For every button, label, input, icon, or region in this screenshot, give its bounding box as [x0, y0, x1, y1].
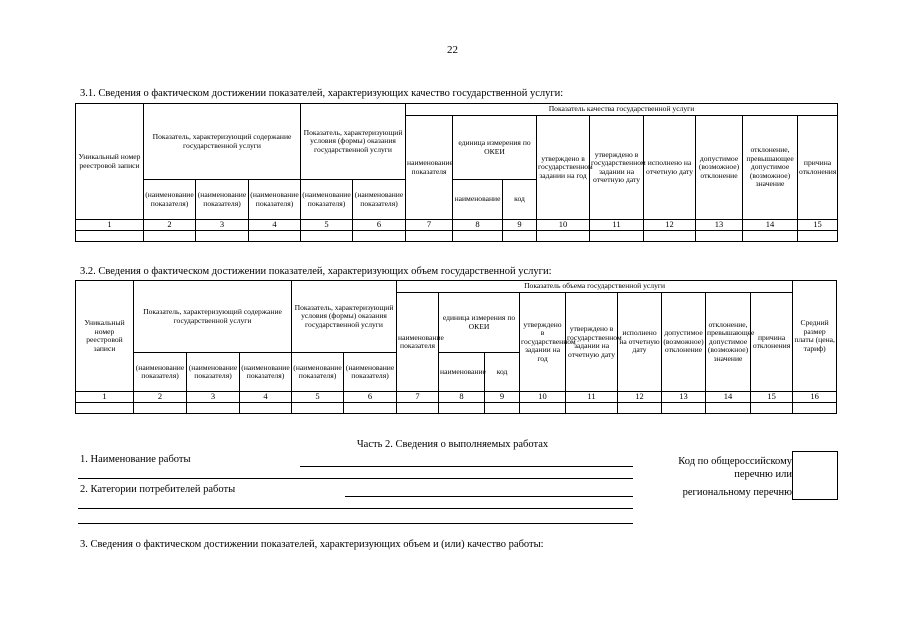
indicator-name-header: наименование показателя — [406, 116, 453, 220]
registry-number-header: Уникальный номер реестровой записи — [76, 281, 134, 392]
registry-number-header: Уникальный номер реестровой записи — [76, 104, 144, 220]
sub-indicator-header: (наименование показателя) — [249, 180, 301, 220]
column-number: 10 — [537, 220, 590, 231]
sub-indicator-header: (наименование показателя) — [301, 180, 353, 220]
column-number: 8 — [453, 220, 503, 231]
column-number: 12 — [618, 392, 662, 403]
work-name-line-2[interactable] — [78, 478, 633, 479]
deviation-reason-header: причина отклонения — [798, 116, 838, 220]
column-number: 6 — [344, 392, 397, 403]
column-number: 11 — [590, 220, 644, 231]
column-number: 9 — [485, 392, 520, 403]
unit-code-header: код — [485, 353, 520, 392]
section-3-2-heading: 3.2. Сведения о фактическом достижении показателей, характеризующих объем государственной услуги: — [80, 266, 552, 277]
column-number: 2 — [134, 392, 187, 403]
column-number: 7 — [397, 392, 439, 403]
allowed-deviation-header: допустимое (возможное) отклонение — [662, 293, 706, 392]
volume-table — [75, 280, 837, 414]
section-3-1-heading: 3.1. Сведения о фактическом достижении показателей, характеризующих качество государственной услуги: — [80, 88, 564, 99]
column-number: 15 — [798, 220, 838, 231]
column-number: 8 — [439, 392, 485, 403]
column-number: 5 — [301, 220, 353, 231]
sub-indicator-header: (наименование показателя) — [187, 353, 240, 392]
column-number: 6 — [353, 220, 406, 231]
content-indicator-header: Показатель, характеризующий содержание государственной услуги — [134, 281, 292, 353]
sub-indicator-header: (наименование показателя) — [134, 353, 187, 392]
approved-date-header: утверждено в государственном задании на отчетную дату — [566, 293, 618, 392]
consumers-label: 2. Категории потребителей работы — [80, 484, 236, 495]
column-number: 9 — [503, 220, 537, 231]
column-number: 14 — [743, 220, 798, 231]
code-label-line-2: перечню или — [734, 469, 792, 481]
unit-name-header: наименование — [439, 353, 485, 392]
column-number: 13 — [662, 392, 706, 403]
sub-indicator-header: (наименование показателя) — [196, 180, 249, 220]
sub-indicator-header: (наименование показателя) — [240, 353, 292, 392]
column-number: 3 — [196, 220, 249, 231]
code-label-line-1: Код по общероссийскому — [678, 456, 792, 467]
quality-indicator-header: Показатель качества государственной услуги — [406, 104, 838, 116]
conditions-indicator-header: Показатель, характеризующий условия (формы) оказания государственной услуги — [301, 104, 406, 180]
column-number: 11 — [566, 392, 618, 403]
code-label — [640, 455, 792, 481]
consumers-line-2[interactable] — [78, 508, 633, 509]
column-number: 13 — [696, 220, 743, 231]
unit-code-header: код — [503, 180, 537, 220]
avg-fee-header: Средний размер платы (цена, тариф) — [793, 281, 837, 392]
work-name-line[interactable] — [300, 466, 633, 467]
excess-deviation-header: отклонение, превышающее допустимое (возможное) значение — [743, 116, 798, 220]
content-indicator-header: Показатель, характеризующий содержание государственной услуги — [144, 104, 301, 180]
column-number: 2 — [144, 220, 196, 231]
column-number: 1 — [76, 392, 134, 403]
column-number: 15 — [751, 392, 793, 403]
indicator-name-header: наименование показателя — [397, 293, 439, 392]
approved-year-header: утверждено в государственном задании на год — [520, 293, 566, 392]
work-name-label: 1. Наименование работы — [80, 454, 191, 465]
sub-indicator-header: (наименование показателя) — [292, 353, 344, 392]
column-number: 4 — [249, 220, 301, 231]
sub-indicator-header: (наименование показателя) — [353, 180, 406, 220]
deviation-reason-header: причина отклонения — [751, 293, 793, 392]
table-row — [76, 230, 838, 241]
column-number: 3 — [187, 392, 240, 403]
executed-date-header: исполнено на отчетную дату — [618, 293, 662, 392]
allowed-deviation-header: допустимое (возможное) отклонение — [696, 116, 743, 220]
column-number: 14 — [706, 392, 751, 403]
approved-year-header: утверждено в государственном задании на год — [537, 116, 590, 220]
column-number: 12 — [644, 220, 696, 231]
consumers-line[interactable] — [345, 496, 633, 497]
approved-date-header: утверждено в государственном задании на отчетную дату — [590, 116, 644, 220]
column-number: 5 — [292, 392, 344, 403]
code-box[interactable] — [792, 451, 838, 500]
executed-date-header: исполнено на отчетную дату — [644, 116, 696, 220]
column-number: 4 — [240, 392, 292, 403]
column-number: 7 — [406, 220, 453, 231]
part-2-title: Часть 2. Сведения о выполняемых работах — [356, 439, 549, 450]
column-number: 16 — [793, 392, 837, 403]
excess-deviation-header: отклонение, превышающее допустимое (возможное) значение — [706, 293, 751, 392]
conditions-indicator-header: Показатель, характеризующий условия (формы) оказания государственной услуги — [292, 281, 397, 353]
unit-okei-header: единица измерения по ОКЕИ — [439, 293, 520, 353]
consumers-line-3[interactable] — [78, 523, 633, 524]
page-number: 22 — [447, 44, 458, 56]
column-number: 1 — [76, 220, 144, 231]
code-label-line-3: региональному перечню — [682, 487, 792, 498]
column-number: 10 — [520, 392, 566, 403]
unit-name-header: наименование — [453, 180, 503, 220]
section-3-work-heading: 3. Сведения о фактическом достижении показателей, характеризующих объем и (или) качество работы: — [80, 539, 544, 550]
sub-indicator-header: (наименование показателя) — [344, 353, 397, 392]
sub-indicator-header: (наименование показателя) — [144, 180, 196, 220]
unit-okei-header: единица измерения по ОКЕИ — [453, 116, 537, 180]
quality-table — [75, 103, 838, 242]
volume-indicator-header: Показатель объема государственной услуги — [397, 281, 793, 293]
table-row — [76, 402, 837, 413]
